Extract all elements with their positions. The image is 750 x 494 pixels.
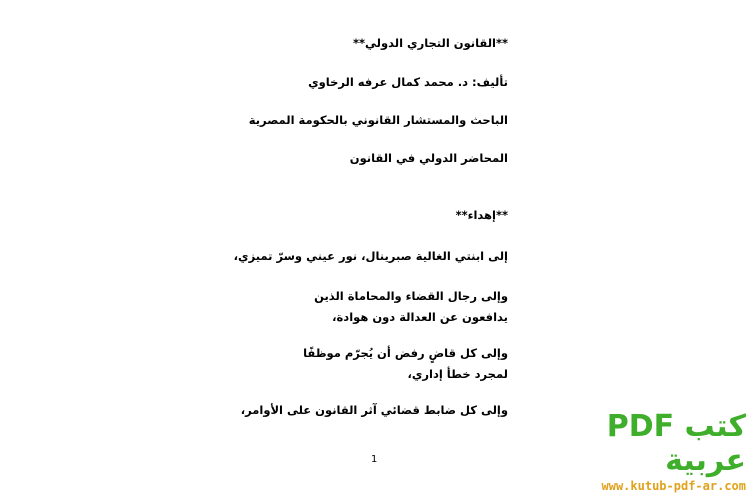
dedication-paragraph-1: إلى ابنتي الغالية صبرينال، نور عيني وسرّ تميزي، — [233, 249, 508, 263]
dedication-paragraph-2: وإلى رجال القضاء والمحاماة الذين يدافعون عن العدالة دون هوادة، — [314, 289, 508, 324]
page-number: 1 — [371, 454, 378, 465]
watermark-title: كتب PDF عربية — [606, 409, 746, 478]
dedication-heading: **إهداء** — [455, 208, 508, 222]
watermark-logo — [596, 410, 746, 494]
watermark-url: www.kutub-pdf-ar.com — [601, 479, 746, 493]
document-title: **القانون التجاري الدولي** — [353, 36, 508, 50]
author-position-2: المحاضر الدولي في القانون — [349, 151, 508, 165]
dedication-paragraph-3: وإلى كل قاضٍ رفض أن يُجرّم موظفًا لمجرد خطأ إداري، — [303, 346, 508, 381]
dedication-paragraph-4: وإلى كل ضابط قضائي آثر القانون على الأوامر، — [240, 403, 508, 417]
author-position-1: الباحث والمستشار القانوني بالحكومة المصرية — [248, 113, 508, 127]
author-line: تأليف: د. محمد كمال عرفه الرخاوي — [308, 75, 508, 89]
